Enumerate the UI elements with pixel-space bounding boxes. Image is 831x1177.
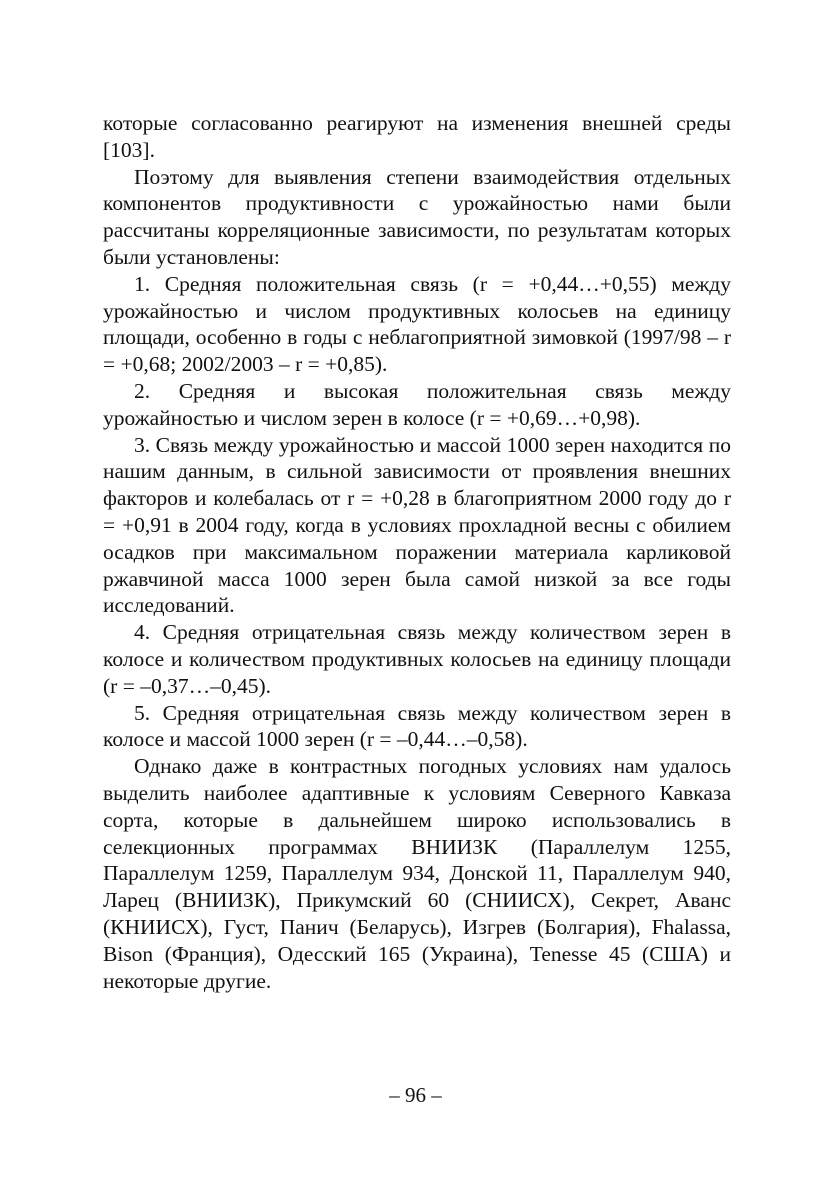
list-item-4: 4. Средняя отрицательная связь между количеством зерен в колосе и количеством продуктивных колосьев на единицу площади (r = –0,37…–0,45).	[103, 620, 731, 698]
paragraph-continuation: которые согласованно реагируют на изменения внешней среды [103].	[103, 111, 731, 162]
body-text	[103, 110, 731, 994]
list-item-5: 5. Средняя отрицательная связь между количеством зерен в колосе и массой 1000 зерен (r = –0,44…–0,58).	[103, 700, 731, 752]
list-item-2: 2. Средняя и высокая положительная связь между урожайностью и числом зерен в колосе (r = +0,69…+0,98).	[103, 378, 731, 430]
page-number: – 96 –	[389, 1083, 442, 1107]
list-item-1: 1. Средняя положительная связь (r = +0,44…+0,55) между урожайностью и числом продуктивных колосьев на единицу площади, особенно в годы с неблагоприятной зимовкой (1997/98 – r = +0,68; 2002/2003 – r = +0,85).	[103, 271, 731, 377]
list-item-3: 3. Связь между урожайностью и массой 1000 зерен находится по нашим данным, в сильной зависимости от проявления внешних факторов и колебалась от r = +0,28 в благоприятном 2000 году до r = +0,91 в 2004 году, когда в условиях прохладной весны с обилием осадков при максимальном поражении материала карликовой ржавчиной масса 1000 зерен была самой низкой за все годы исследований.	[103, 432, 731, 618]
paragraph-intro: Поэтому для выявления степени взаимодействия отдельных компонентов продуктивности с урожайностью нами были рассчитаны корреляционные зависимости, по результатам которых были установлены:	[103, 164, 731, 269]
paragraph-conclusion: Однако даже в контрастных погодных условиях нам удалось выделить наиболее адаптивные к условиям Северного Кавказа сорта, которые в дальнейшем широко использовались в селекционных программах ВНИИЗК (Параллелум 1255, Параллелум 1259, Параллелум 934, Донской 11, Параллелум 940, Ларец (ВНИИЗК), Прикумский 60 (СНИИСХ), Секрет, Аванс (КНИИСХ), Густ, Панич (Беларусь), Изгрев (Болгария), Fhalassa, Bison (Франция), Одесский 165 (Украина), Tenesse 45 (США) и некоторые другие.	[103, 754, 731, 993]
